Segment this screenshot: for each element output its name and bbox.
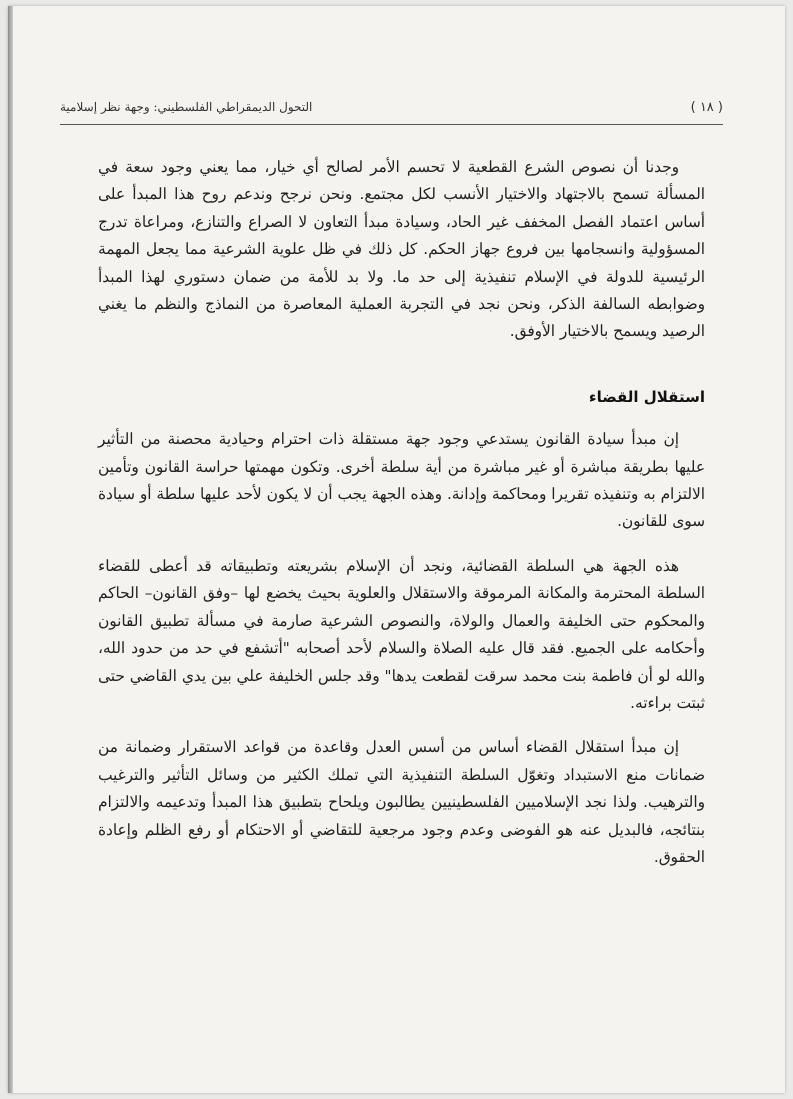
paragraph-3: هذه الجهة هي السلطة القضائية، ونجد أن الإسلام بشريعته وتطبيقاته قد أعطى للقضاء السلطة المحترمة والمكانة المرموقة والاستقلال والعلوية بحيث يخضع لها –وفق القانون– الحاكم والمحكوم حتى الخليفة والعمال والولاة، والنصوص الشرعية صارمة في مسألة تطبيق القانون وأحكامه على الجميع. فقد قال عليه الصلاة والسلام لأحد أصحابه "أتشفع في حد من حدود الله، والله لو أن فاطمة بنت محمد سرقت لقطعت يدها" وقد جلس الخليفة علي بين يدي القاضي حتى ثبتت براءته.: [98, 556, 705, 712]
book-page: [8, 6, 785, 1093]
page-body: [98, 154, 705, 871]
paragraph-4: إن مبدأ استقلال القضاء أساس من أسس العدل وقاعدة من قواعد الاستقرار وضمانة من ضمانات منع الاستبداد وتغوّل السلطة التنفيذية التي تملك الكثير من وسائل التأثير والترغيب والترهيب. ولذا نجد الإسلاميين الفلسطينيين يطالبون ويلحاح بتطبيق هذا المبدأ وتدعيمه والالتزام بنتائجه، فالبديل عنه هو الفوضى وعدم وجود مرجعية للتقاضي أو الاحتكام أو رفع الظلم وإعادة الحقوق.: [98, 738, 705, 866]
header-rule: [60, 124, 723, 125]
section-heading: استقلال القضاء: [588, 387, 705, 406]
page-number: ( ١٨ ): [690, 99, 723, 115]
binding-shadow: [8, 6, 13, 1093]
running-title: التحول الديمقراطي الفلسطيني: وجهة نظر إسلامية: [60, 100, 313, 114]
paragraph-1: وجدنا أن نصوص الشرع القطعية لا تحسم الأمر لصالح أي خيار، مما يعني وجود سعة في المسألة تسمح بالاجتهاد والاختيار الأنسب لكل مجتمع. ونحن نرجح وندعم روح هذا المبدأ على أساس اعتماد الفصل المخفف غير الحاد، وسيادة مبدأ التعاون لا الصراع والتنازع، ومراعاة تدرج المسؤولية وانسجامها بين فروع جهاز الحكم. كل ذلك في ظل علوية الشرعية مما يجعل المهمة الرئيسية للدولة في الإسلام تنفيذية إلى حد ما. ولا بد للأمة من ضمان دستوري لهذا المبدأ وضوابطه السالفة الذكر، ونحن نجد في التجربة العملية المعاصرة من النماذج والنظم ما يغني الرصيد ويسمح بالاختيار الأوفق.: [98, 158, 705, 341]
page-header: [60, 94, 723, 120]
paragraph-2: إن مبدأ سيادة القانون يستدعي وجود جهة مستقلة ذات احترام وحيادية محصنة من التأثير عليها بطريقة مباشرة أو غير مباشرة من أية سلطة أخرى. وتكون مهمتها حراسة القانون وتأمين الالتزام به وتنفيذه تقريرا ومحاكمة وإدانة. وهذه الجهة يجب أن لا يكون لأحد عليها سلطة أو سيادة سوى للقانون.: [98, 430, 705, 531]
